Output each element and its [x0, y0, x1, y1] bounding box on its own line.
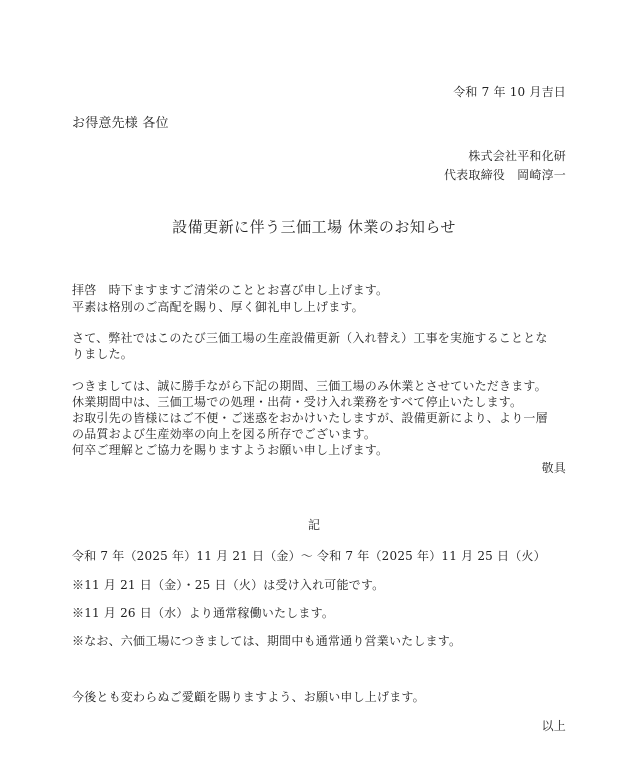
- greeting-line-1: 拝啓 時下ますますご清栄のこととお喜び申し上げます。: [72, 283, 389, 297]
- paragraph-3-line-2: 休業期間中は、三価工場での処理・出荷・受け入れ業務をすべて停止いたします。: [72, 395, 523, 409]
- recipient: お得意先様 各位: [72, 116, 169, 131]
- note-receiving-days: ※11 月 21 日（金）・25 日（火）は受け入れ可能です。: [72, 578, 385, 592]
- issue-date: 令和 7 年 10 月吉日: [453, 85, 566, 99]
- paragraph-3-line-4: の品質および生産効率の向上を図る所存でございます。: [72, 427, 377, 441]
- closure-period: 令和 7 年（2025 年）11 月 21 日（金）～ 令和 7 年（2025 年）11 月 25 日（火）: [72, 549, 546, 563]
- paragraph-2-line-2: りました。: [72, 347, 134, 361]
- details-heading: 記: [307, 518, 320, 532]
- note-hexavalent-plant: ※なお、六価工場につきましては、期間中も通常通り営業いたします。: [72, 634, 462, 648]
- end-mark: 以上: [541, 719, 566, 733]
- paragraph-3-line-3: お取引先の皆様にはご不便・ご迷惑をおかけいたしますが、設備更新により、より一層: [72, 411, 548, 425]
- company-name: 株式会社平和化研: [468, 149, 566, 163]
- paragraph-2-line-1: さて、弊社ではこのたび三価工場の生産設備更新（入れ替え）工事を実施することとな: [72, 331, 548, 345]
- paragraph-3-line-5: 何卒ご理解とご協力を賜りますようお願い申し上げます。: [72, 443, 389, 457]
- closing-keigu: 敬具: [541, 461, 566, 475]
- document-title: 設備更新に伴う三価工場 休業のお知らせ: [172, 218, 456, 236]
- note-resume-date: ※11 月 26 日（水）より通常稼働いたします。: [72, 606, 335, 620]
- closing-message: 今後とも変わらぬご愛顧を賜りますよう、お願い申し上げます。: [72, 690, 425, 704]
- paragraph-3-line-1: つきましては、誠に勝手ながら下記の期間、三価工場のみ休業とさせていただきます。: [72, 379, 547, 393]
- greeting-line-2: 平素は格別のご高配を賜り、厚く御礼申し上げます。: [72, 300, 364, 314]
- representative: 代表取締役 岡崎淳一: [443, 168, 566, 182]
